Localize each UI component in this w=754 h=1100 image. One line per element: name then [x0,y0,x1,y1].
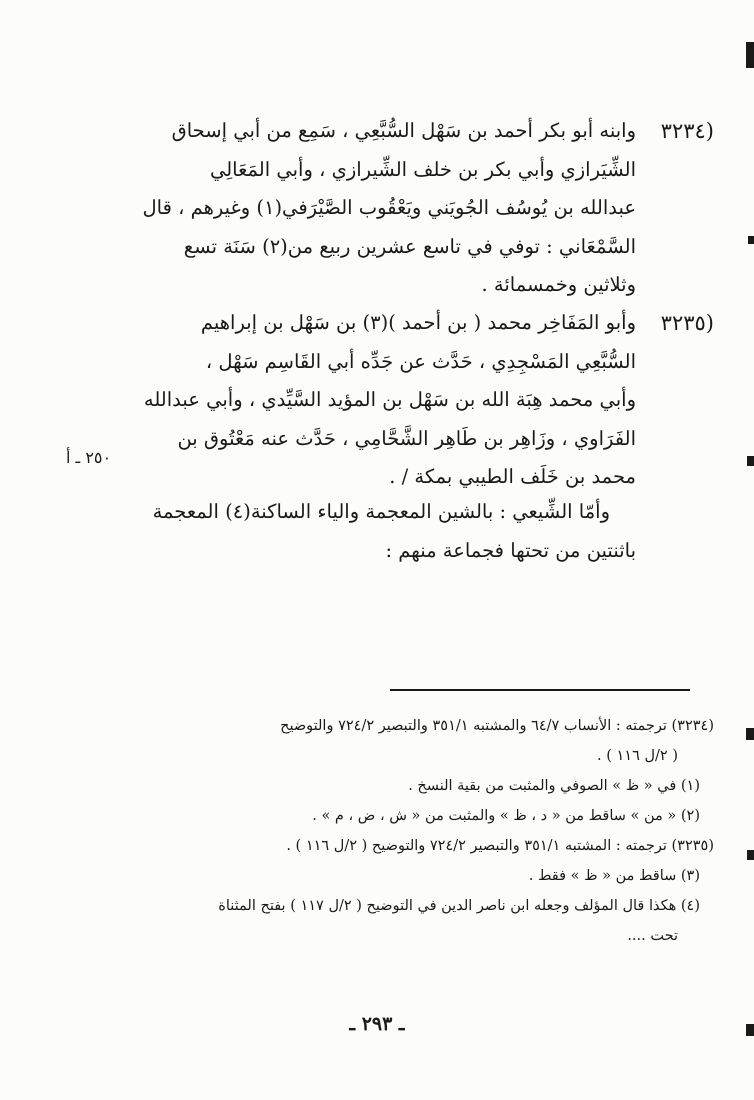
footnote-3: (٣) ساقط من « ظ » فقط . [528,868,700,884]
text-line: السُّبَّعِي المَسْجِدِي ، حَدَّث عن جَدِّه أبي القَاسِم سَهْل ، [205,349,636,373]
footnote-4: (٤) هكذا قال المؤلف وجعله ابن ناصر الدين في التوضيح ( ٢/ل ١١٧ ) بفتح المثناة [218,898,700,914]
text-line: وأبو المَفَاخِر محمد ( بن أحمد )(٣) بن سَهْل بن إبراهيم [200,311,636,334]
scan-edge-mark [746,728,754,740]
entry-text [106,112,636,305]
entry-text [106,304,636,497]
scan-edge-mark [747,456,754,466]
footnote-3235: (٣٢٣٥) ترجمته : المشتبه ٣٥١/١ والتبصير ٧٢٤/٢ والتوضيح ( ٢/ل ١١٦ ) . [286,838,714,854]
entry-3235 [106,304,714,497]
scan-edge-mark [746,1024,754,1036]
text-line: السَّمْعَاني : توفي في تاسع عشرين ربيع من(٢) سَنَة تسع [183,234,636,258]
text-line: محمد بن خَلَف الطيبي بمكة / . [389,465,636,488]
text-line: الفَرَاوي ، وزَاهِر بن طَاهِر الشَّحَّامِي ، حَدَّث عنه مَعْتُوق بن [177,426,636,450]
footnote-3234: (٣٢٣٤) ترجمته : الأنساب ٦٤/٧ والمشتبه ٣٥١/١ والتبصير ٧٢٤/٢ والتوضيح [280,718,714,734]
footnote-2: (٢) « من » ساقط من « د ، ظ » والمثبت من « ش ، ض ، م » . [312,808,700,824]
scan-edge-mark [746,42,754,68]
scan-edge-mark [748,236,754,244]
footnote-3234-cont: ( ٢/ل ١١٦ ) . [597,748,678,764]
page-number: ـ ٢٩٣ ـ [349,1013,405,1035]
text-line: عبدالله بن يُوسُف الجُويَني ويَعْقُوب الصَّيْرَفي(١) وغيرهم ، قال [142,196,636,219]
entry-number: (٣٢٣٥ [660,311,714,335]
footnotes [84,711,714,951]
footnote-1: (١) في « ظ » الصوفي والمثبت من بقية النسخ . [408,778,700,794]
scan-edge-mark [747,850,754,860]
closing-paragraph [106,493,636,570]
text-line: وأبي محمد هِبَة الله بن سَهْل بن المؤيد السَّيِّدي ، وأبي عبدالله [143,388,636,411]
footnote-separator [390,689,690,691]
entry-number: (٣٢٣٤ [660,119,714,143]
text-line: باثنتين من تحتها فجماعة منهم : [385,538,636,562]
footnote-4-cont: تحت .... [627,928,678,944]
text-line: وابنه أبو بكر أحمد بن سَهْل السُّبَّعِي ، سَمِع من أبي إسحاق [171,119,636,142]
margin-reference: ٢٥٠ ـ أ [66,448,112,467]
text-line: وأمّا الشِّيعي : بالشين المعجمة والياء الساكنة(٤) المعجمة [152,500,610,523]
entry-3234 [106,112,714,305]
text-line: الشِّيَرازي وأبي بكر بن خلف الشِّيرازي ، وأبي المَعَالِي [209,157,636,181]
text-line: وثلاثين وخمسمائة . [481,273,636,296]
